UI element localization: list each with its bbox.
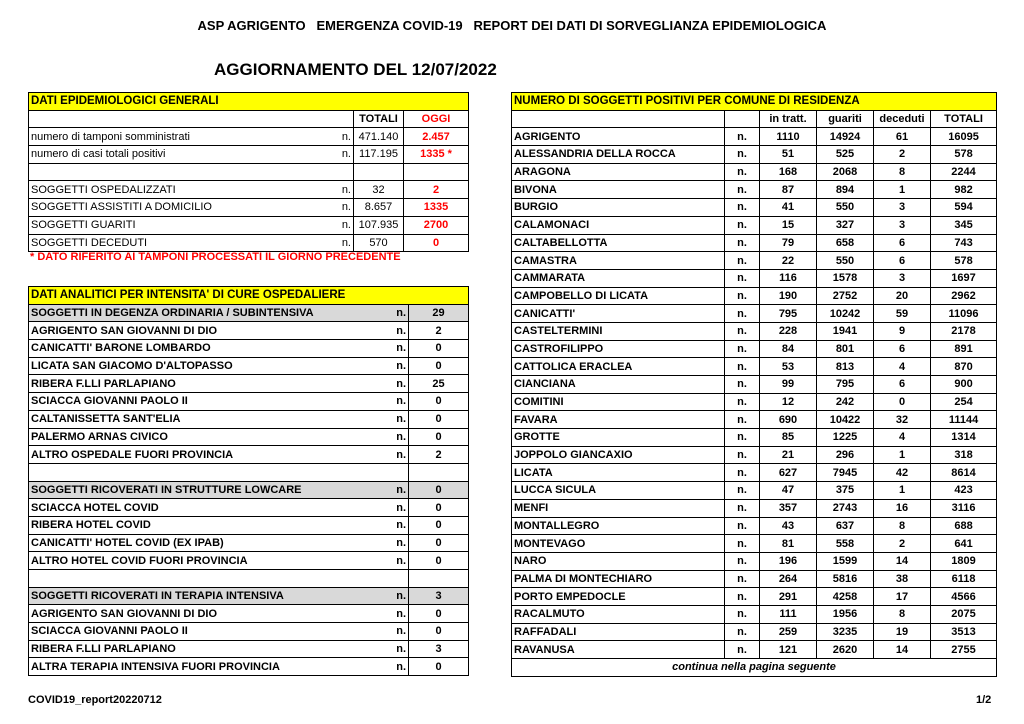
comune-row: CASTELTERMINI n. 228 1941 9 2178 — [512, 322, 997, 340]
comune-row: JOPPOLO GIANCAXIO n. 21 296 1 318 — [512, 446, 997, 464]
group-title-row: SOGGETTI RICOVERATI IN TERAPIA INTENSIVA n. 3 — [29, 587, 469, 605]
comune-row: CAMMARATA n. 116 1578 3 1697 — [512, 269, 997, 287]
col-guariti: guariti — [817, 110, 874, 128]
comune-row: CAMASTRA n. 22 550 6 578 — [512, 252, 997, 270]
comune-row: BURGIO n. 41 550 3 594 — [512, 199, 997, 217]
comune-row: MONTALLEGRO n. 43 637 8 688 — [512, 517, 997, 535]
hospital-row: AGRIGENTO SAN GIOVANNI DI DIO n. 2 — [29, 322, 469, 340]
comune-row: CATTOLICA ERACLEA n. 53 813 4 870 — [512, 358, 997, 376]
comune-row: LUCCA SICULA n. 47 375 1 423 — [512, 482, 997, 500]
comune-row: NARO n. 196 1599 14 1809 — [512, 552, 997, 570]
comune-row: COMITINI n. 12 242 0 254 — [512, 393, 997, 411]
comune-row: BIVONA n. 87 894 1 982 — [512, 181, 997, 199]
general-row: SOGGETTI GUARITI n. 107.935 2700 — [29, 216, 469, 234]
general-data-table — [28, 92, 469, 252]
comune-row: CAMPOBELLO DI LICATA n. 190 2752 20 2962 — [512, 287, 997, 305]
hospital-row: SCIACCA GIOVANNI PAOLO II n. 0 — [29, 623, 469, 641]
hospital-row: ALTRO OSPEDALE FUORI PROVINCIA n. 2 — [29, 446, 469, 464]
col-totali-header: TOTALI — [354, 110, 404, 128]
col-totali: TOTALI — [931, 110, 997, 128]
hospital-row: RIBERA F.LLI PARLAPIANO n. 25 — [29, 375, 469, 393]
col-oggi-header: OGGI — [404, 110, 469, 128]
comune-row: CALTABELLOTTA n. 79 658 6 743 — [512, 234, 997, 252]
comune-row: CALAMONACI n. 15 327 3 345 — [512, 216, 997, 234]
comune-row: LICATA n. 627 7945 42 8614 — [512, 464, 997, 482]
general-row: numero di casi totali positivi n. 117.195 1335 * — [29, 146, 469, 164]
footer-page-number: 1/2 — [976, 694, 992, 706]
comune-row: FAVARA n. 690 10422 32 11144 — [512, 411, 997, 429]
continua-note: continua nella pagina seguente — [512, 659, 997, 677]
col-in-tratt: in tratt. — [760, 110, 817, 128]
footnote-tamponi: * DATO RIFERITO AI TAMPONI PROCESSATI IL GIORNO PRECEDENTE — [30, 251, 401, 263]
hospital-row: PALERMO ARNAS CIVICO n. 0 — [29, 428, 469, 446]
report-header-title: ASP AGRIGENTO EMERGENZA COVID-19 REPORT DEI DATI DI SORVEGLIANZA EPIDEMIOLOGICA — [197, 18, 827, 33]
general-row: numero di tamponi somministrati n. 471.140 2.457 — [29, 128, 469, 146]
comune-row: ARAGONA n. 168 2068 8 2244 — [512, 163, 997, 181]
comuni-section-title: NUMERO DI SOGGETTI POSITIVI PER COMUNE DI RESIDENZA — [512, 93, 997, 111]
hospital-row: RIBERA HOTEL COVID n. 0 — [29, 516, 469, 534]
hospital-row: ALTRO HOTEL COVID FUORI PROVINCIA n. 0 — [29, 552, 469, 570]
hospital-row: SCIACCA HOTEL COVID n. 0 — [29, 499, 469, 517]
comune-row: RACALMUTO n. 111 1956 8 2075 — [512, 605, 997, 623]
general-row: SOGGETTI OSPEDALIZZATI n. 32 2 — [29, 181, 469, 199]
general-section-title: DATI EPIDEMIOLOGICI GENERALI — [29, 93, 469, 111]
hospital-row: ALTRA TERAPIA INTENSIVA FUORI PROVINCIA n. 0 — [29, 658, 469, 676]
hospital-row: CANICATTI' HOTEL COVID (EX IPAB) n. 0 — [29, 534, 469, 552]
col-deceduti: deceduti — [874, 110, 931, 128]
hospital-row: CANICATTI' BARONE LOMBARDO n. 0 — [29, 340, 469, 358]
footer-filename: COVID19_report20220712 — [28, 694, 162, 706]
comune-row: RAFFADALI n. 259 3235 19 3513 — [512, 623, 997, 641]
comune-row: GROTTE n. 85 1225 4 1314 — [512, 429, 997, 447]
hospital-row: LICATA SAN GIACOMO D'ALTOPASSO n. 0 — [29, 357, 469, 375]
comune-row: RAVANUSA n. 121 2620 14 2755 — [512, 641, 997, 659]
comuni-table — [511, 92, 997, 677]
hospital-row: CALTANISSETTA SANT'ELIA n. 0 — [29, 410, 469, 428]
comune-row: CANICATTI' n. 795 10242 59 11096 — [512, 305, 997, 323]
hospital-section-title: DATI ANALITICI PER INTENSITA' DI CURE OSPEDALIERE — [29, 287, 469, 305]
general-row: SOGGETTI DECEDUTI n. 570 0 — [29, 234, 469, 252]
comune-row: CIANCIANA n. 99 795 6 900 — [512, 376, 997, 394]
hospital-row: SCIACCA GIOVANNI PAOLO II n. 0 — [29, 393, 469, 411]
comune-row: MENFI n. 357 2743 16 3116 — [512, 499, 997, 517]
hospital-row: RIBERA F.LLI PARLAPIANO n. 3 — [29, 640, 469, 658]
comune-row: ALESSANDRIA DELLA ROCCA n. 51 525 2 578 — [512, 146, 997, 164]
hospital-care-table — [28, 286, 469, 676]
comune-row: PALMA DI MONTECHIARO n. 264 5816 38 6118 — [512, 570, 997, 588]
comune-row: AGRIGENTO n. 1110 14924 61 16095 — [512, 128, 997, 146]
general-row: SOGGETTI ASSISTITI A DOMICILIO n. 8.657 1335 — [29, 199, 469, 217]
comune-row: CASTROFILIPPO n. 84 801 6 891 — [512, 340, 997, 358]
hospital-row: AGRIGENTO SAN GIOVANNI DI DIO n. 0 — [29, 605, 469, 623]
group-title-row: SOGGETTI RICOVERATI IN STRUTTURE LOWCARE n. 0 — [29, 481, 469, 499]
group-title-row: SOGGETTI IN DEGENZA ORDINARIA / SUBINTENSIVA n. 29 — [29, 304, 469, 322]
comune-row: MONTEVAGO n. 81 558 2 641 — [512, 535, 997, 553]
comune-row: PORTO EMPEDOCLE n. 291 4258 17 4566 — [512, 588, 997, 606]
update-date-title: AGGIORNAMENTO DEL 12/07/2022 — [214, 60, 497, 79]
